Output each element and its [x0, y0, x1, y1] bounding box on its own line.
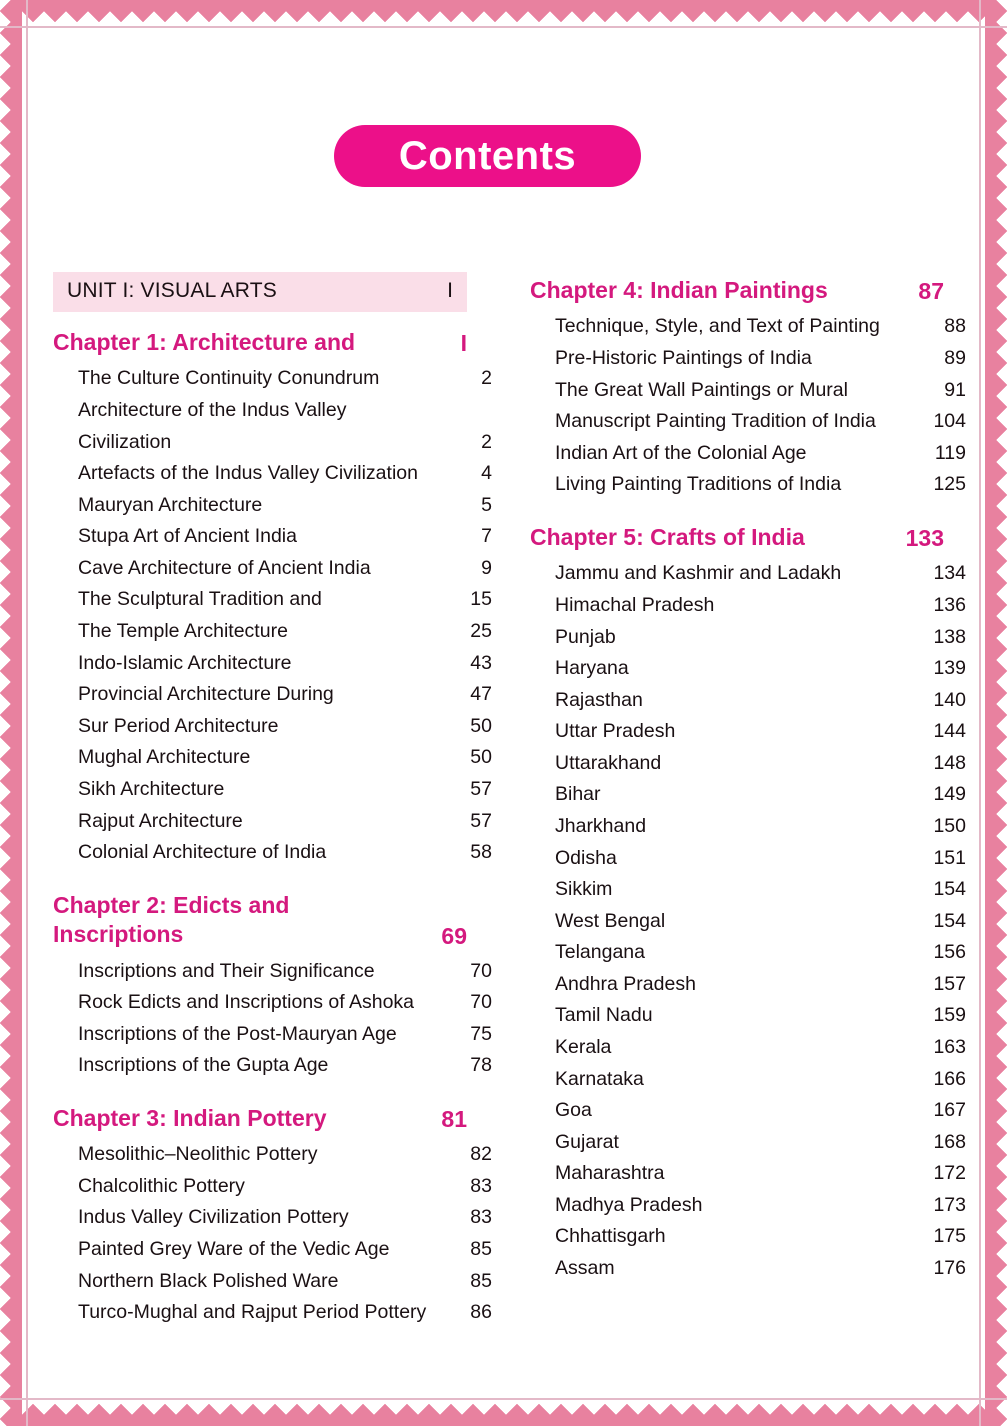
toc-entry-page-number: 57	[470, 809, 492, 832]
toc-entry[interactable]	[53, 458, 492, 490]
toc-entry-page-number: 47	[470, 683, 492, 706]
toc-entry[interactable]	[530, 343, 966, 375]
toc-entry[interactable]	[530, 1158, 966, 1190]
toc-entry-page-number: 175	[933, 1225, 966, 1248]
toc-entry[interactable]	[530, 969, 966, 1001]
chapter-heading-title: Chapter 5: Crafts of India	[530, 523, 805, 550]
toc-entry-page-number: 163	[933, 1036, 966, 1059]
toc-entry-title: Maharashtra	[555, 1162, 665, 1185]
toc-entry[interactable]	[530, 622, 966, 654]
toc-entry-page-number: 144	[933, 720, 966, 743]
toc-entry[interactable]	[530, 653, 966, 685]
toc-entry[interactable]	[53, 616, 492, 648]
toc-entry-page-number: 148	[933, 751, 966, 774]
toc-entry-title: Living Painting Traditions of India	[555, 473, 842, 496]
toc-entry-page-number: 138	[933, 625, 966, 648]
toc-entry-page-number: 43	[470, 651, 492, 674]
toc-entry[interactable]	[53, 1234, 492, 1266]
chapter-entry-list	[530, 558, 1007, 1284]
toc-entry[interactable]	[53, 987, 492, 1019]
toc-entry-page-number: 85	[470, 1238, 492, 1261]
toc-entry-page-number: 173	[933, 1193, 966, 1216]
toc-entry[interactable]	[53, 584, 492, 616]
toc-entry-title: Northern Black Polished Ware	[78, 1269, 339, 1292]
chapter-page-number: 81	[441, 1106, 467, 1133]
toc-entry-page-number: 86	[470, 1301, 492, 1324]
toc-entry-title: Rock Edicts and Inscriptions of Ashoka	[78, 991, 415, 1014]
toc-entry-title: Kerala	[555, 1036, 612, 1059]
toc-entry-title: Rajasthan	[555, 688, 643, 711]
toc-entry-page-number: 150	[933, 814, 966, 837]
toc-entry[interactable]	[530, 590, 966, 622]
toc-entry-title: Uttar Pradesh	[555, 720, 676, 743]
toc-entry-title: Stupa Art of Ancient India	[78, 525, 297, 548]
chapter-heading-title: Chapter 1: Architecture and	[53, 329, 356, 355]
toc-entry-title: Indus Valley Civilization Pottery	[78, 1206, 349, 1229]
toc-entry-page-number: 70	[470, 991, 492, 1014]
toc-entry[interactable]	[53, 1297, 492, 1329]
toc-entry-title: Painted Grey Ware of the Vedic Age	[78, 1238, 390, 1261]
toc-entry-title: Indo-Islamic Architecture	[78, 651, 292, 674]
toc-entry-title: Punjab	[555, 625, 616, 648]
toc-entry[interactable]	[530, 558, 966, 590]
toc-entry-title: The Culture Continuity Conundrum	[78, 367, 380, 390]
toc-entry-page-number: 57	[470, 777, 492, 800]
toc-entry-title: Bihar	[555, 783, 601, 806]
toc-entry[interactable]	[53, 1202, 492, 1234]
toc-entry-page-number: 50	[470, 714, 492, 737]
toc-entry-page-number: 9	[481, 556, 492, 579]
toc-entry-title: Colonial Architecture of India	[78, 841, 327, 864]
toc-entry-page-number: 125	[933, 473, 966, 496]
toc-entry-page-number: 139	[933, 657, 966, 680]
toc-entry-title: Inscriptions of the Gupta Age	[78, 1054, 329, 1077]
toc-entry-page-number: 176	[933, 1257, 966, 1280]
toc-entry-page-number: 172	[933, 1162, 966, 1185]
chapter-entry-list	[53, 956, 530, 1082]
toc-entry[interactable]	[530, 1190, 966, 1222]
unit-header-band	[53, 272, 467, 312]
toc-entry[interactable]	[53, 742, 492, 774]
toc-entry-page-number: 4	[481, 462, 492, 485]
toc-entry-page-number: 167	[933, 1099, 966, 1122]
toc-entry-title: Goa	[555, 1099, 592, 1122]
toc-entry[interactable]	[530, 1253, 966, 1285]
toc-entry[interactable]	[530, 406, 966, 438]
toc-entry-title: Chhattisgarh	[555, 1225, 666, 1248]
toc-entry-title: Rajput Architecture	[78, 809, 243, 832]
toc-entry-title: The Great Wall Paintings or Mural	[555, 378, 848, 401]
toc-entry[interactable]	[530, 1000, 966, 1032]
toc-column-right	[530, 272, 1007, 1329]
chapter-heading-title: Chapter 3: Indian Pottery	[53, 1104, 327, 1131]
table-of-contents	[0, 272, 1007, 1329]
toc-entry-title: Inscriptions and Their Significance	[78, 959, 375, 982]
toc-entry[interactable]	[530, 311, 966, 343]
toc-entry-title: Chalcolithic Pottery	[78, 1174, 245, 1197]
chapter-entry-list	[53, 1139, 530, 1328]
unit-page-number: I	[447, 279, 453, 302]
toc-entry[interactable]	[53, 679, 492, 711]
toc-entry[interactable]	[53, 553, 492, 585]
toc-entry-page-number: 85	[470, 1269, 492, 1292]
toc-entry-title: Indian Art of the Colonial Age	[555, 441, 807, 464]
toc-entry[interactable]	[53, 521, 492, 553]
toc-entry[interactable]	[530, 843, 966, 875]
toc-entry-title: Gujarat	[555, 1130, 619, 1153]
decorative-border-top	[0, 0, 1007, 22]
chapter-heading[interactable]	[530, 523, 944, 552]
toc-entry-page-number: 58	[470, 841, 492, 864]
page-title-pill	[334, 125, 641, 187]
toc-entry[interactable]	[530, 375, 966, 407]
toc-entry-page-number: 168	[933, 1130, 966, 1153]
toc-entry-title: Manuscript Painting Tradition of India	[555, 410, 876, 433]
toc-entry-page-number: 134	[933, 562, 966, 585]
toc-entry-page-number: 156	[933, 941, 966, 964]
toc-entry[interactable]	[530, 438, 966, 470]
toc-entry[interactable]	[53, 806, 492, 838]
chapter-heading[interactable]	[53, 891, 467, 950]
toc-entry-title: West Bengal	[555, 909, 666, 932]
toc-entry-title: Uttarakhand	[555, 751, 662, 774]
toc-entry-page-number: 136	[933, 593, 966, 616]
toc-entry-title: The Temple Architecture	[78, 620, 288, 643]
toc-entry-title: Technique, Style, and Text of Painting	[555, 315, 880, 338]
page-title: Contents	[398, 133, 577, 178]
toc-entry[interactable]	[53, 1050, 492, 1082]
toc-entry[interactable]	[530, 748, 966, 780]
toc-entry-page-number: 149	[933, 783, 966, 806]
toc-entry-title: Assam	[555, 1257, 615, 1280]
toc-entry-page-number: 88	[944, 315, 966, 338]
toc-entry[interactable]	[53, 395, 492, 458]
chapter-heading[interactable]	[530, 276, 944, 305]
toc-entry-title: The Sculptural Tradition and	[78, 588, 322, 611]
decorative-border-bottom	[0, 1404, 1007, 1426]
toc-entry-title: Sur Period Architecture	[78, 714, 279, 737]
toc-entry[interactable]	[530, 937, 966, 969]
toc-entry-page-number: 157	[933, 972, 966, 995]
chapter-page-number: 87	[918, 278, 944, 305]
toc-entry-page-number: 104	[933, 410, 966, 433]
toc-entry[interactable]	[53, 1266, 492, 1298]
toc-entry-page-number: 89	[944, 347, 966, 370]
chapter-page-number: 133	[905, 525, 944, 552]
toc-entry-title: Tamil Nadu	[555, 1004, 653, 1027]
toc-entry-page-number: 119	[934, 441, 966, 464]
toc-entry-title: Architecture of the Indus Valley Civilization	[78, 399, 347, 453]
toc-entry-title: Karnataka	[555, 1067, 644, 1090]
toc-entry[interactable]	[530, 874, 966, 906]
border-hairline-top	[0, 26, 1007, 28]
toc-entry-title: Jammu and Kashmir and Ladakh	[555, 562, 842, 585]
chapter-page-number: 69	[441, 922, 467, 949]
toc-entry-title: Telangana	[555, 941, 645, 964]
toc-entry-title: Provincial Architecture During	[78, 683, 334, 706]
toc-entry-page-number: 2	[481, 430, 492, 453]
toc-entry-page-number: 78	[470, 1054, 492, 1077]
toc-entry[interactable]	[53, 956, 492, 988]
toc-entry-title: Mughal Architecture	[78, 746, 251, 769]
border-hairline-bottom	[0, 1398, 1007, 1400]
toc-entry-page-number: 2	[481, 367, 492, 390]
toc-entry[interactable]	[530, 1095, 966, 1127]
toc-entry-title: Odisha	[555, 846, 617, 869]
chapter-heading[interactable]	[53, 1104, 467, 1133]
toc-entry-page-number: 25	[470, 620, 492, 643]
toc-entry-title: Andhra Pradesh	[555, 972, 696, 995]
chapter-heading-title: Chapter 2: Edicts and Inscriptions	[53, 891, 290, 948]
toc-entry-page-number: 5	[481, 493, 492, 516]
toc-entry[interactable]	[530, 469, 966, 501]
toc-entry-title: Madhya Pradesh	[555, 1193, 703, 1216]
toc-entry[interactable]	[530, 1127, 966, 1159]
toc-entry[interactable]	[530, 716, 966, 748]
toc-entry[interactable]	[530, 1032, 966, 1064]
toc-entry-title: Artefacts of the Indus Valley Civilization	[78, 462, 418, 485]
toc-entry[interactable]	[53, 774, 492, 806]
toc-entry[interactable]	[53, 1019, 492, 1051]
toc-entry-page-number: 140	[933, 688, 966, 711]
toc-entry[interactable]	[530, 906, 966, 938]
toc-entry-page-number: 50	[470, 746, 492, 769]
toc-entry-page-number: 91	[944, 378, 966, 401]
toc-entry-page-number: 75	[470, 1022, 492, 1045]
toc-entry-page-number: 151	[933, 846, 966, 869]
toc-entry-page-number: 154	[933, 878, 966, 901]
toc-entry[interactable]	[53, 490, 492, 522]
chapter-entry-list	[530, 311, 1007, 500]
toc-entry[interactable]	[530, 779, 966, 811]
toc-entry[interactable]	[53, 1171, 492, 1203]
chapter-entry-list	[53, 363, 530, 868]
toc-entry-title: Sikkim	[555, 878, 613, 901]
toc-entry-page-number: 83	[470, 1174, 492, 1197]
toc-entry-title: Jharkhand	[555, 814, 647, 837]
toc-entry[interactable]	[530, 685, 966, 717]
toc-entry-page-number: 7	[481, 525, 492, 548]
toc-entry-page-number: 154	[933, 909, 966, 932]
toc-entry-title: Inscriptions of the Post-Mauryan Age	[78, 1022, 397, 1045]
chapter-heading[interactable]	[53, 328, 467, 357]
toc-entry[interactable]	[530, 1221, 966, 1253]
toc-entry[interactable]	[53, 363, 492, 395]
toc-entry[interactable]	[53, 1139, 492, 1171]
toc-entry-title: Haryana	[555, 657, 629, 680]
toc-entry-title: Pre-Historic Paintings of India	[555, 347, 812, 370]
chapter-page-number: I	[460, 330, 467, 357]
toc-column-left	[53, 272, 530, 1329]
toc-entry[interactable]	[530, 811, 966, 843]
toc-entry-page-number: 15	[470, 588, 492, 611]
toc-entry-page-number: 159	[933, 1004, 966, 1027]
unit-title: UNIT I: VISUAL ARTS	[67, 279, 277, 302]
toc-entry-page-number: 70	[470, 959, 492, 982]
toc-entry-title: Sikh Architecture	[78, 777, 225, 800]
toc-entry[interactable]	[53, 837, 492, 869]
toc-entry-page-number: 83	[470, 1206, 492, 1229]
toc-entry-title: Turco-Mughal and Rajput Period Pottery	[78, 1301, 427, 1324]
chapter-heading-title: Chapter 4: Indian Paintings	[530, 277, 828, 303]
toc-entry-title: Mesolithic–Neolithic Pottery	[78, 1143, 318, 1166]
toc-entry-page-number: 82	[470, 1143, 492, 1166]
toc-entry-title: Cave Architecture of Ancient India	[78, 556, 371, 579]
toc-entry[interactable]	[53, 711, 492, 743]
toc-entry[interactable]	[530, 1064, 966, 1096]
toc-entry-title: Mauryan Architecture	[78, 493, 263, 516]
toc-entry-title: Himachal Pradesh	[555, 593, 715, 616]
toc-entry-page-number: 166	[933, 1067, 966, 1090]
toc-entry[interactable]	[53, 648, 492, 680]
